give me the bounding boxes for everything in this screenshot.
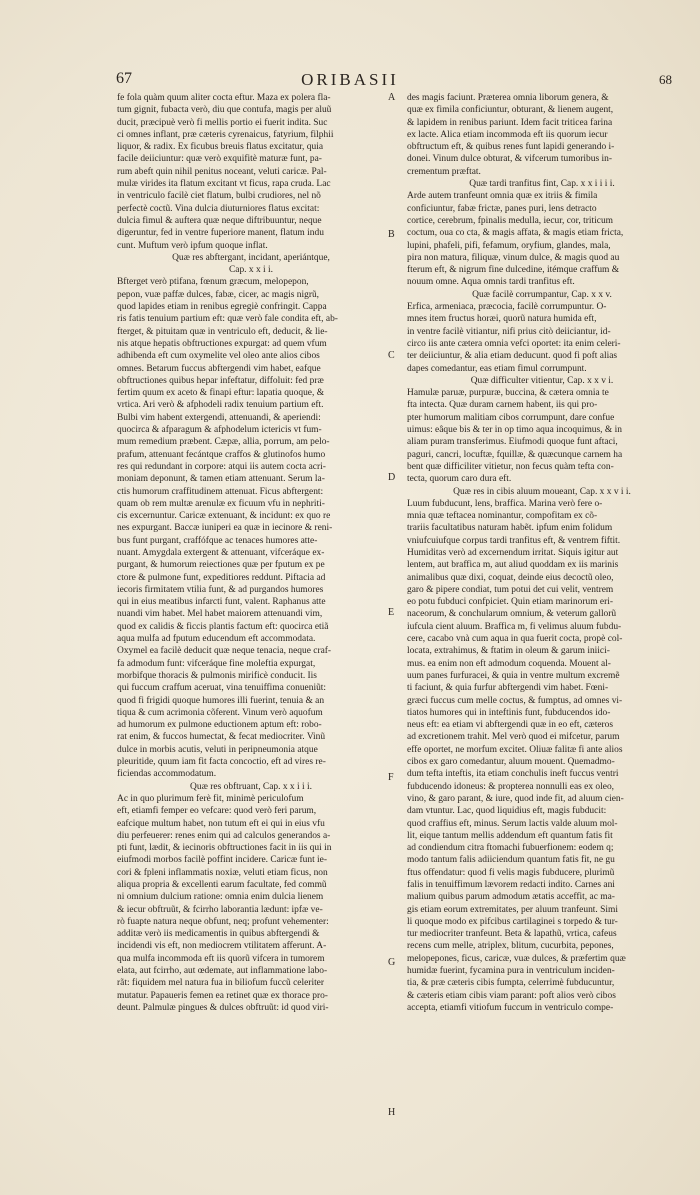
text-line: & lapidem in renibus pariunt. Idem facit triticea farina [407,117,613,128]
text-line: ris fatis tenuium partium eft: quæ verò fale condita eft, ab- [117,314,338,325]
text-line: effe oportet, ne morfum excitet. Oliuæ falitæ fi ante alios [407,744,623,755]
text-line: melopepones, ficus, caricæ, vuæ dulces, & præfertim quæ [407,953,626,964]
text-line: ni omnium dulcium ratione: omnia enim dulcia lienem [117,892,324,903]
text-line: vrtica. Ari verò & afphodeli radix tenuium partium eft. [117,400,324,411]
text-line: falis in tenuiffimum lævorem redacti indito. Carnes ani [407,880,615,890]
text-line: cori & fpleni inflammatis noxiæ, veluti etiam ficus, non [117,867,328,878]
text-line: additæ verò iis medicamentis in quibus abftergendi & [117,929,320,940]
text-line: tiqua & cum acrimonia cõferent. Vinum verò aquofum [117,707,323,718]
text-line: Ac in quo plurimum ferè fit, minimè periculofum [117,793,304,804]
text-line: fterum eft, & nigrum fine dulcedine, itémque craffum & [407,265,620,276]
text-line: liquor, & radix. Ex ficubus breuis flatus excitatur, quia [117,142,324,153]
text-line: quam ob rem multæ arenulæ ex ficuum vfu in nephriti- [117,498,325,509]
text-line: tia, & præ cæteris cibis fumpta, celerrimè fubducuntur, [407,978,615,989]
text-line: pter humorum malitiam cibos corrumpunt, dare confue [407,412,615,423]
text-line: humidæ fuerint, fycamina pura in ventriculum inciden- [407,966,615,977]
text-line: neus eft: ea etiam vi abftergendi quæ in eo eft, cæteros [407,720,614,731]
text-line: iufcula cient aluum. Braffica m, fi velimus aluum fubdu- [407,621,622,632]
text-line: locata, extrahimus, & ftatim in oleum & garum iniici- [407,646,610,657]
text-line: adhibenda eft cum oxymelite vel oleo ante alios cibos [117,351,320,362]
text-line: vniufcuiufque corpus tardi tranfitus eft, & ventrem fiftit. [407,535,621,546]
text-line: uimus: eâque bis & ter in op timo aqua incoquimus, & in [407,425,622,436]
text-line: Humiditas verò ad excernendum irritat. Siquis igitur aut [407,547,619,558]
text-line: prafum, attenuant fecántque craffos & glutinofos humo [117,449,326,460]
text-line: Quæ res abftergant, incidant, aperiántque, [172,252,330,263]
text-line: purgant, & humorum reiectiones quæ per fputum ex pe [117,560,325,571]
text-line: Quæ difficulter vitientur, Cap. x x v i. [470,375,614,386]
text-line: eo potu fubduci confpiciet. Quin etiam marinorum eri- [407,597,613,608]
text-line: mulæ virides ita flatum excitant vt ficus, rapa cruda. Lac [117,179,331,190]
text-line: bent quæ difficiliter vitietur, non fecus quàm tefta con- [407,461,614,472]
text-line: uum panes furfuracei, & quia in ventre multum excremẽ [407,670,620,681]
text-line: bus funt purgant, craffófque ac tenaces humores atte- [117,535,318,546]
page-number-left: 67 [116,70,132,87]
text-line: mutatur. Papaueris femen ea retinet quæ ex thorace pro- [117,990,328,1001]
text-line: nuant. Amygdala extergent & attenuant, vifceráque ex- [117,547,325,558]
text-line: qui fuccum craffum aceruat, vina tenuiffima conueniũt: [117,683,327,694]
text-line: eafcique multum habet, non tutum eft ei qui in eius vfu [117,818,325,829]
text-line: conficiuntur, fabæ frictæ, panes puri, lens detracto [407,203,597,214]
text-line: fa admodum funt: vifceráque fine moleftia expurgat, [117,658,316,669]
text-line: cis excernuntur. Caricæ extenuant, & incidunt: ex quo re [117,511,331,522]
text-line: obftructum eft, & quibus renes funt lapidi generando i- [407,142,615,153]
text-line: Luum fubducunt, lens, braffica. Marina verò fere o- [407,498,603,509]
text-line: fe fola quàm quum aliter cocta eftur. Maza ex polera fla- [117,93,331,103]
text-line: tum gignit, fubacta verò, diu que contufa, magis per aluũ [117,105,332,116]
text-line: eiufmodi morbos facilè poffint incidere. Caricæ funt ie- [117,855,328,866]
text-line: rum abeft quin nihil penitus noceant, veluti caricæ. Pal- [117,166,327,177]
text-line: paguri, cancri, locuftæ, fquillæ, & quæcunque carnem ha [407,449,623,460]
text-line: Quæ res obftruant, Cap. x x i i i. [190,781,312,792]
text-line: & iecur obftruũt, & fcirrho laborantia lædunt: ipfæ ve- [117,904,323,915]
text-line: quod ex calidis & ficcis plantis factum eft: quocirca etiã [117,621,329,632]
text-line: ex lacte. Alica etiam incommoda eft iis quorum iecur [407,129,608,140]
text-line: aliam puram transferimus. Eiufmodi quoque funt aftaci, [407,437,618,448]
text-line: pti funt, lædit, & iecinoris obftructiones facit in iis qui in [117,843,332,854]
text-line: rãt: fiquidem mel natura fua in biliofum fuccũ celeriter [117,978,325,989]
running-title: ORIBASII [301,70,399,89]
text-line: fterget, & pituitam quæ in ventriculo eft, deducit, & lie- [117,326,328,337]
text-line: quæ ex fimila conficiuntur, obturant, & lienem augent, [407,105,614,116]
text-line: quocirca & afparagum & afphodelum ictericis vt fum- [117,425,322,436]
text-line: morbifque thoracis & pulmonis mirificè conducit. Iis [117,670,317,681]
text-line: ftus offendatur: quod fi velis magis fubducere, plurimũ [407,867,615,878]
text-line: ad condiendum citra ftomachi fubuerfionem: eodem q; [407,843,614,854]
text-line: cortice, cerebrum, fpinalis medulla, iecur, cor, triticum [407,215,613,226]
text-line: crementum præftat. [407,166,481,177]
text-line: eft, etiamfi femper eo vefcare: quod verò feri parum, [117,806,317,817]
text-line: tecta, quorum caro dura eft. [407,474,512,485]
text-line: mum remedium præbent. Cæpæ, allia, porrum, am pelo- [117,437,330,448]
margin-letter: B [388,229,395,240]
text-line: coctum, oua co cta, & magis affata, & magis etiam fricta, [407,228,624,239]
text-line: ad humorum ex pulmone eductionem aptum eft: robo- [117,720,322,731]
text-line: Quæ res in cibis aluum moueant, Cap. x x v i i. [453,486,631,497]
text-line: dulce in morbis acutis, veluti in peripneumonia atque [117,744,318,755]
text-line: lupini, phafeli, pifi, fefamum, oryfium, glandes, mala, [407,240,611,251]
text-line: lit, eique tantum mellis addendum eft quantum fatis fit [407,830,613,841]
text-line: ducit, præcipuè verò fi mellis portio ei fuerit indita. Suc [117,117,328,128]
text-line: tur mediocriter tranfeunt. Beta & lapathũ, vrtica, cafeus [407,929,617,940]
text-line: elata, aut fcirrho, aut œdemate, aut inflammatione labo- [117,966,328,977]
text-line: græci fuccus cum melle coctus, & fumptus, ad omnes vi- [407,695,623,706]
text-line: & cæteris etiam cibis viam parant: poft alios verò cibos [407,990,616,1001]
text-line: facile deiiciuntur: quæ verò exquifitè maturæ funt, pa- [117,154,322,165]
text-line: rat enim, & fuccos humectat, & fecat mediocriter. Vinũ [117,732,326,743]
text-line: nis atque hepatis obftructiones expurgat: ad quem vfum [117,338,327,349]
text-line: dulcia fimul & auftera quæ neque diftribuuntur, neque [117,215,322,226]
text-line: nouum omne. Aqua omnis tardi tranfitus eft. [407,277,575,288]
text-line: quod craffius eft, minus. Serum lactis valde aluum mol- [407,818,618,829]
text-line: Erfica, armeniaca, præcocia, facilè corrumpuntur. O- [407,302,607,313]
text-line: ti faciunt, & quia furfur abftergendi vim habet. Fœni- [407,683,609,694]
left-column [117,92,385,1014]
text-line: ficiendas accommodatum. [117,769,217,780]
text-line: ter deiiciuntur, & alia etiam deducunt. quod fi poft alias [407,351,618,362]
text-line: rò fuapte natura neque obfunt, neq; profunt vehementer: [117,916,329,927]
text-line: ctore & pulmone funt, expeditiores reddunt. Piftacia ad [117,572,326,583]
margin-letter: D [388,472,396,483]
text-line: ci omnes inflant, præ cæteris cyrenaicus, fatyrium, filphii [117,129,334,140]
text-line: res qui redundant in corpore: atqui iis autem cocta acri- [117,461,326,472]
text-line: fubducendo idoneus: & propterea nonnulli eas ex oleo, [407,781,615,792]
text-line: dum tefta inteftis, ita etiam conchulis ineft fuccus ventri [407,769,619,780]
text-line: Bulbi vim habent extergendi, attenuandi, & aperiendi: [117,412,321,423]
text-line: cibos ex garo comedantur, aluum mouent. Quemadmo- [407,757,615,768]
margin-letter: C [388,350,395,361]
margin-letter: E [388,607,395,618]
text-line: fta intecta. Quæ duram carnem habent, iis qui pro- [407,400,598,411]
margin-letter: A [388,92,396,103]
text-line: ctis humorum craffitudinem attenuat. Ficus abftergent: [117,486,324,497]
text-line: gis etiam eorum extremitates, per aluum tranfeunt. Simi [407,904,618,915]
text-line: cunt. Muftum verò ipfum quoque inflat. [117,240,268,251]
text-line: garo & pipere condiat, tum potui det cui velit, ventrem [407,584,614,595]
text-line: des magis faciunt. Præterea omnia liborum genera, & [407,93,609,103]
text-line: cere, cacabo vnà cum aqua in qua fuerit cocta, propè col- [407,634,623,645]
text-line: pira non matura, filiquæ, vinum dulce, & magis quod au [407,252,620,263]
text-line: aliqua propria & excellenti earum facultate, fed commũ [117,880,327,890]
text-line: nuandi vim habet. Mel habet maiorem attenuandi vim, [117,609,323,620]
text-line: obftructiones quibus hepar infeftatur, diffoluit: fed præ [117,375,324,386]
text-line: diu perfeuerer: renes enim qui ad calculos generandos a- [117,830,331,841]
text-line: Quæ tardi tranfitus fint, Cap. x x i i i i. [469,179,615,190]
text-line: recens cum melle, atriplex, blitum, cucurbita, pepones, [407,941,614,952]
text-line: accepta, etiamfi vitiofum fuccum in ventriculo compe- [407,1002,614,1013]
text-line: ad excretionem trahit. Mel verò quod ei mifcetur, parum [407,732,620,743]
text-line: trariis facultatibus naturam habẽt. ipfum enim folidum [407,523,613,534]
text-line: fertim quum ex aceto & finapi eftur: lapatia quoque, & [117,388,325,399]
text-line: lentem, aut braffica m, aut aliud quoddam ex iis marinis [407,560,619,571]
text-line: malium quibus parum admodum ætatis acceffit, ac ma- [407,892,615,903]
text-line: Arde autem tranfeunt omnia quæ ex itriis & fimila [407,191,598,202]
page-number-right: 68 [659,72,672,87]
text-line: mnia quæ teftacea nominantur, compofitam ex cõ- [407,511,598,522]
margin-letter: F [388,772,394,783]
text-line: aqua mulfa ad fputum educendum eft accommodata. [117,634,316,645]
right-column [407,92,677,1014]
text-line: qua mulfa incommoda eft iis quorũ vifcera in tumorem [117,953,325,964]
text-line: Oxymel ea facilè deducit quæ neque tenacia, neque craf- [117,646,332,657]
text-line: Hamulæ paruæ, purpuræ, buccina, & cætera omnia te [407,388,609,399]
text-line: naceorum, & conchularum omnium, & veterum gallorũ [407,609,617,620]
text-line: in ventriculo facilè ciet flatum, bulbi crudiores, nel nõ [117,191,321,202]
margin-letter: H [388,1107,396,1118]
text-line: pepon, vuæ paffæ dulces, fabæ, cicer, ac magis nigrũ, [117,289,320,300]
text-line: Quæ facilè corrumpantur, Cap. x x v. [472,289,612,300]
text-line: Cap. x x i i. [228,265,274,276]
text-line: circo iis ante cætera omnia vefci oportet: ita enim celeri- [407,338,621,349]
text-line: modo tantum falis adiiciendum quantum fatis fit, ne gu [407,855,615,866]
text-line: qui in eius meatibus infarcti funt, valent. Raphanus atte [117,597,326,608]
text-line: vino, & garo parant, & iure, quod inde fit, ad aluum cien- [407,793,624,804]
text-line: pleuritide, quum iam fit facta concoctio, eft ad vires re- [117,757,326,768]
text-line: li quoque modo ex pifcibus cartilaginei s torpedo & tur- [407,916,618,927]
margin-letter: G [388,957,396,968]
text-line: in ventre facilè vitiantur, nifi prius citò deiiciantur, id- [407,326,611,337]
text-line: iecoris firmitatem vtilia funt, & ad purgandos humores [117,584,324,595]
text-line: mus. ea enim non eft admodum coquenda. Mouent al- [407,658,611,669]
text-line: quod fi frigidi quoque humores illi fuerint, tenuia & an [117,695,325,706]
text-line: digeruntur, fed in ventre fuperiore manent, flatum indu [117,228,324,239]
text-line: donei. Vinum dulce obturat, & vifcerum tumoribus in- [407,154,613,165]
text-line: perfectè coctũ. Vina dulcia diuturniores flatus excitat: [117,203,320,214]
text-line: omnes. Betarum fuccus abftergendi vim habet, eafque [117,363,321,374]
text-line: nes expurgant. Baccæ iuniperi ea quæ in iecinore & reni- [117,523,333,534]
text-line: animalibus quæ dixi, coquat, deinde eius decoctũ oleo, [407,572,614,583]
text-line: deunt. Palmulæ pingues & dulces obftruũt: id quod viri- [117,1002,329,1013]
text-line: tiatos humores qui in inteftinis funt, fubducendos ido- [407,707,611,718]
text-line: Bfterget verò ptifana, fœnum græcum, melopepon, [117,277,309,288]
text-line: quod lapides etiam in renibus egregiè confringit. Cappa [117,302,327,313]
text-line: dapes comedantur, eas etiam fimul corrumpunt. [407,363,587,374]
text-line: moniam deponunt, & tamen etiam attenuant. Serum la- [117,474,325,485]
text-line: dam vtuntur. Lac, quod liquidius eft, magis fubducit: [407,806,607,817]
text-line: incidendi vis eft, non mediocrem vtilitatem afferunt. A- [117,941,327,952]
text-line: mnes item fructus horæi, quorũ natura humida eft, [407,314,597,325]
